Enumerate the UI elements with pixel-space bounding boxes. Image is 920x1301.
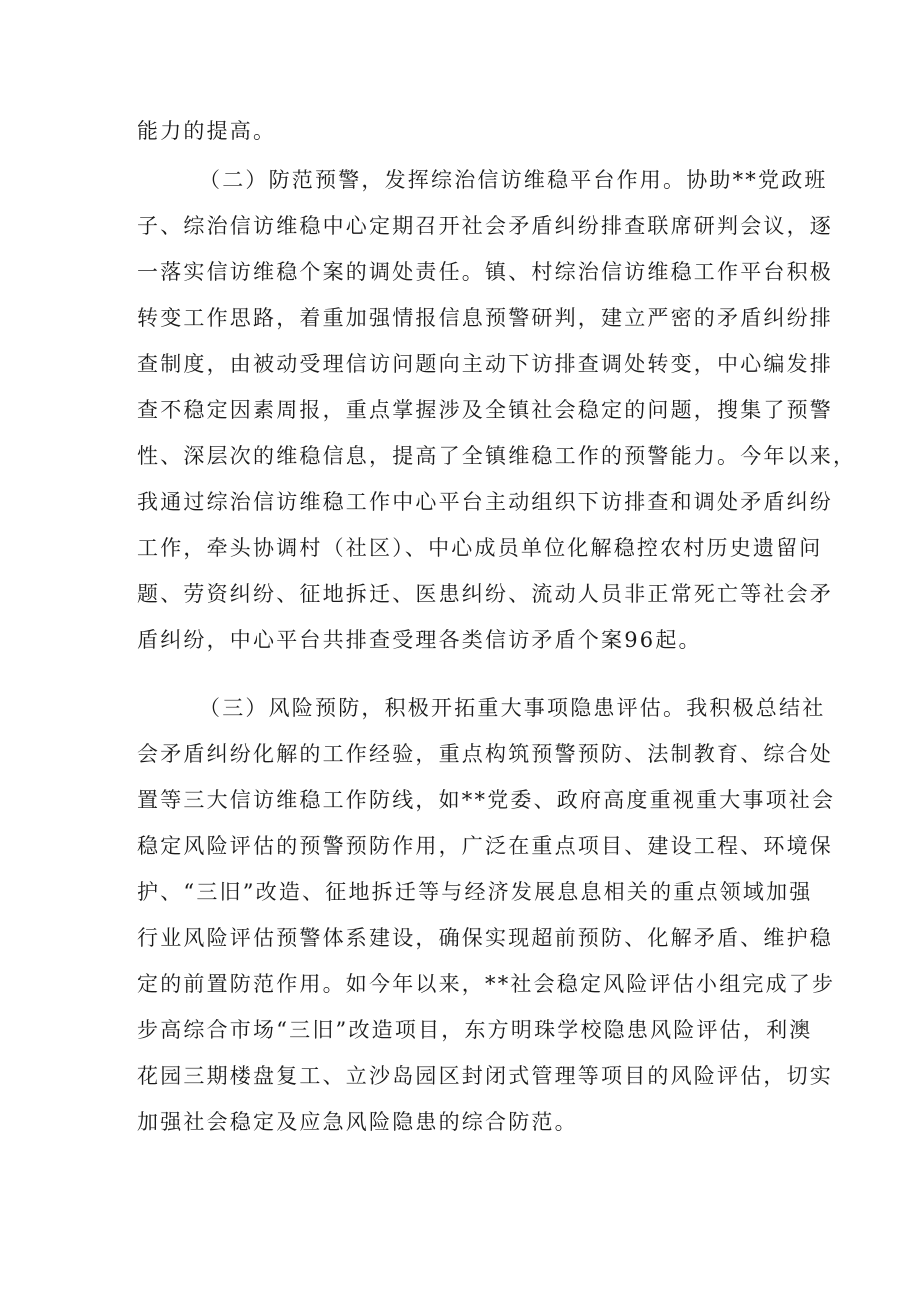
text-line: 盾纠纷，中心平台共排查受理各类信访矛盾个案96起。: [137, 628, 702, 652]
text-line: 我通过综治信访维稳工作中心平台主动组织下访排查和调处矛盾纠纷: [137, 490, 833, 514]
text-line: 稳定风险评估的预警预防作用，广泛在重点项目、建设工程、环境保: [137, 834, 833, 858]
text-line: 工作，牵头协调村（社区）、中心成员单位化解稳控农村历史遗留问: [137, 536, 823, 560]
section-three-paragraph: [137, 685, 836, 1145]
text-line: 转变工作思路，着重加强情报信息预警研判，建立严密的矛盾纠纷排: [137, 306, 833, 330]
section-three-heading-line: （三）风险预防，积极开拓重大事项隐患评估。我积极总结社: [199, 696, 826, 720]
text-line: 性、深层次的维稳信息，提高了全镇维稳工作的预警能力。今年以来，: [137, 444, 857, 468]
text-line: 加强社会稳定及应急风险隐患的综合防范。: [137, 1110, 578, 1134]
section-two-heading-line: （二）防范预警，发挥综治信访维稳平台作用。协助**党政班: [199, 168, 828, 192]
text-line: 行业风险评估预警体系建设，确保实现超前预防、化解矛盾、维护稳: [137, 926, 833, 950]
text-line: 步高综合市场“三旧”改造项目，东方明珠学校隐患风险评估，利澳: [137, 1018, 813, 1042]
text-line: 护、“三旧”改造、征地拆迁等与经济发展息息相关的重点领域加强: [137, 880, 813, 904]
text-line: 查制度，由被动受理信访问题向主动下访排查调处转变，中心编发排: [137, 352, 833, 376]
text-line: 会矛盾纠纷化解的工作经验，重点构筑预警预防、法制教育、综合处: [137, 742, 833, 766]
paragraph-continuation: [137, 108, 787, 154]
text-line: 子、综治信访维稳中心定期召开社会矛盾纠纷排查联席研判会议，逐: [137, 214, 833, 238]
text-line: 定的前置防范作用。如今年以来，**社会稳定风险评估小组完成了步: [137, 972, 836, 996]
text-line: 能力的提高。: [137, 119, 277, 143]
text-line: 置等三大信访维稳工作防线，如**党委、政府高度重视重大事项社会: [137, 788, 836, 812]
text-line: 查不稳定因素周报，重点掌握涉及全镇社会稳定的问题，搜集了预警: [137, 398, 833, 422]
section-two-paragraph: [137, 157, 857, 663]
text-line: 花园三期楼盘复工、立沙岛园区封闭式管理等项目的风险评估，切实: [137, 1064, 833, 1088]
text-line: 题、劳资纠纷、征地拆迁、医患纠纷、流动人员非正常死亡等社会矛: [137, 582, 833, 606]
text-line: 一落实信访维稳个案的调处责任。镇、村综治信访维稳工作平台积极: [137, 260, 833, 284]
